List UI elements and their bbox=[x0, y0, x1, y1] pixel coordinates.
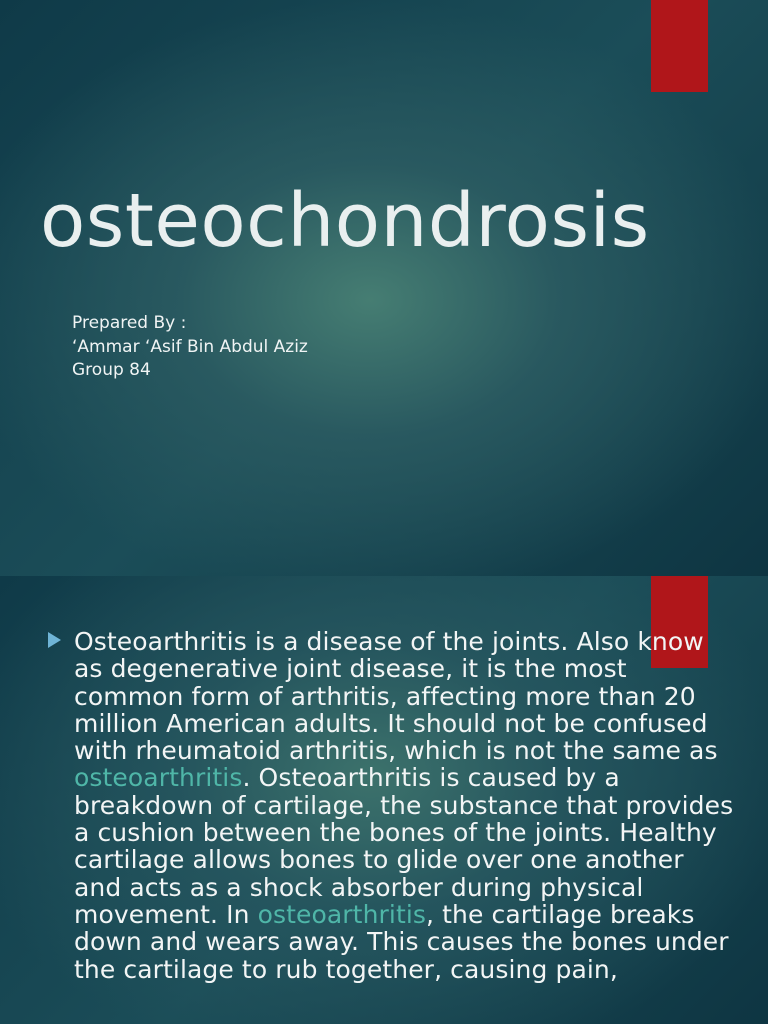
osteoarthritis-link-2[interactable]: osteoarthritis bbox=[257, 899, 427, 929]
bullet-item bbox=[48, 628, 738, 983]
subtitle-group: Group 84 bbox=[72, 360, 151, 380]
subtitle-prepared-by: Prepared By : bbox=[72, 313, 187, 333]
bullet-paragraph bbox=[74, 628, 738, 983]
paragraph-text-1: Osteoarthritis is a disease of the joints. Also know as degenerative joint disease, it is the most common form of arthritis, affecting more than 20 million American adults. It should not be confused with rheumatoid arthritis, which is not the same as bbox=[74, 627, 718, 766]
paragraph-text-3: , the cartilage breaks down and wears away. This causes the bones under the cartilage to rub together, causing pain, bbox=[74, 899, 729, 984]
accent-bar bbox=[651, 0, 708, 92]
paragraph-text-2: . Osteoarthritis is caused by a breakdown of cartilage, the substance that provides a cushion between the bones of the joints. Healthy cartilage allows bones to glide over one another and acts as a shock absorber during physical movement. In bbox=[74, 763, 734, 929]
triangle-bullet-icon bbox=[48, 632, 61, 648]
content-slide bbox=[0, 576, 768, 1024]
subtitle-author: ‘Ammar ‘Asif Bin Abdul Aziz bbox=[72, 336, 308, 357]
osteoarthritis-link-1[interactable]: osteoarthritis bbox=[74, 763, 243, 793]
slide-subtitle bbox=[72, 312, 308, 383]
slide-title: osteochondrosis bbox=[40, 178, 650, 264]
